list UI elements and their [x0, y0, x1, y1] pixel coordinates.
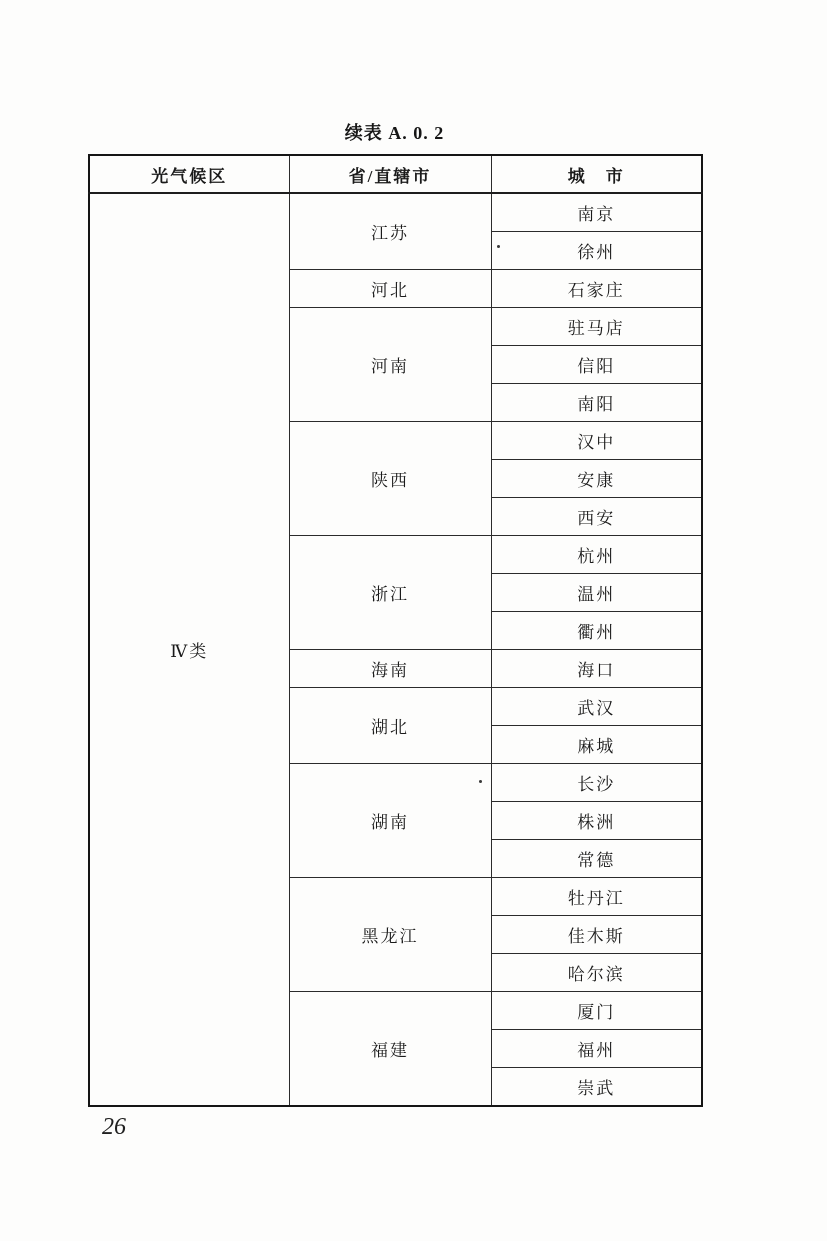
province-cell: 河北 — [289, 270, 491, 308]
province-cell: 黑龙江 — [289, 878, 491, 992]
column-header-province: 省/直辖市 — [289, 155, 491, 193]
city-cell: 武汉 — [491, 688, 702, 726]
city-cell: 株洲 — [491, 802, 702, 840]
province-cell: 陕西 — [289, 422, 491, 536]
city-cell: 南京 — [491, 193, 702, 232]
column-header-city: 城 市 — [491, 155, 702, 193]
column-header-zone: 光气候区 — [89, 155, 289, 193]
city-cell: 哈尔滨 — [491, 954, 702, 992]
city-cell: 牡丹江 — [491, 878, 702, 916]
city-cell: 厦门 — [491, 992, 702, 1030]
province-cell: 湖南 — [289, 764, 491, 878]
city-cell: 衢州 — [491, 612, 702, 650]
city-cell: 徐州 — [491, 232, 702, 270]
city-cell: 海口 — [491, 650, 702, 688]
province-cell: 河南 — [289, 308, 491, 422]
city-cell: 信阳 — [491, 346, 702, 384]
province-cell: 海南 — [289, 650, 491, 688]
city-cell: 麻城 — [491, 726, 702, 764]
scan-artifact-dot — [479, 780, 482, 783]
city-cell: 温州 — [491, 574, 702, 612]
province-cell: 福建 — [289, 992, 491, 1107]
city-cell: 驻马店 — [491, 308, 702, 346]
city-cell: 安康 — [491, 460, 702, 498]
province-cell: 湖北 — [289, 688, 491, 764]
city-cell: 南阳 — [491, 384, 702, 422]
city-cell: 福州 — [491, 1030, 702, 1068]
table-row — [89, 193, 702, 232]
city-cell: 西安 — [491, 498, 702, 536]
city-cell: 常德 — [491, 840, 702, 878]
table-title: 续表 A. 0. 2 — [344, 123, 445, 143]
city-cell: 长沙 — [491, 764, 702, 802]
scan-artifact-dot — [497, 245, 500, 248]
province-cell: 浙江 — [289, 536, 491, 650]
province-cell: 江苏 — [289, 193, 491, 270]
city-cell: 石家庄 — [491, 270, 702, 308]
city-cell: 汉中 — [491, 422, 702, 460]
city-cell: 佳木斯 — [491, 916, 702, 954]
page-number: 26 — [102, 1114, 126, 1140]
light-climate-zone-table — [88, 154, 703, 1107]
city-cell: 杭州 — [491, 536, 702, 574]
city-cell: 崇武 — [491, 1068, 702, 1107]
zone-cell: Ⅳ类 — [89, 193, 289, 1106]
header-row — [89, 155, 702, 193]
